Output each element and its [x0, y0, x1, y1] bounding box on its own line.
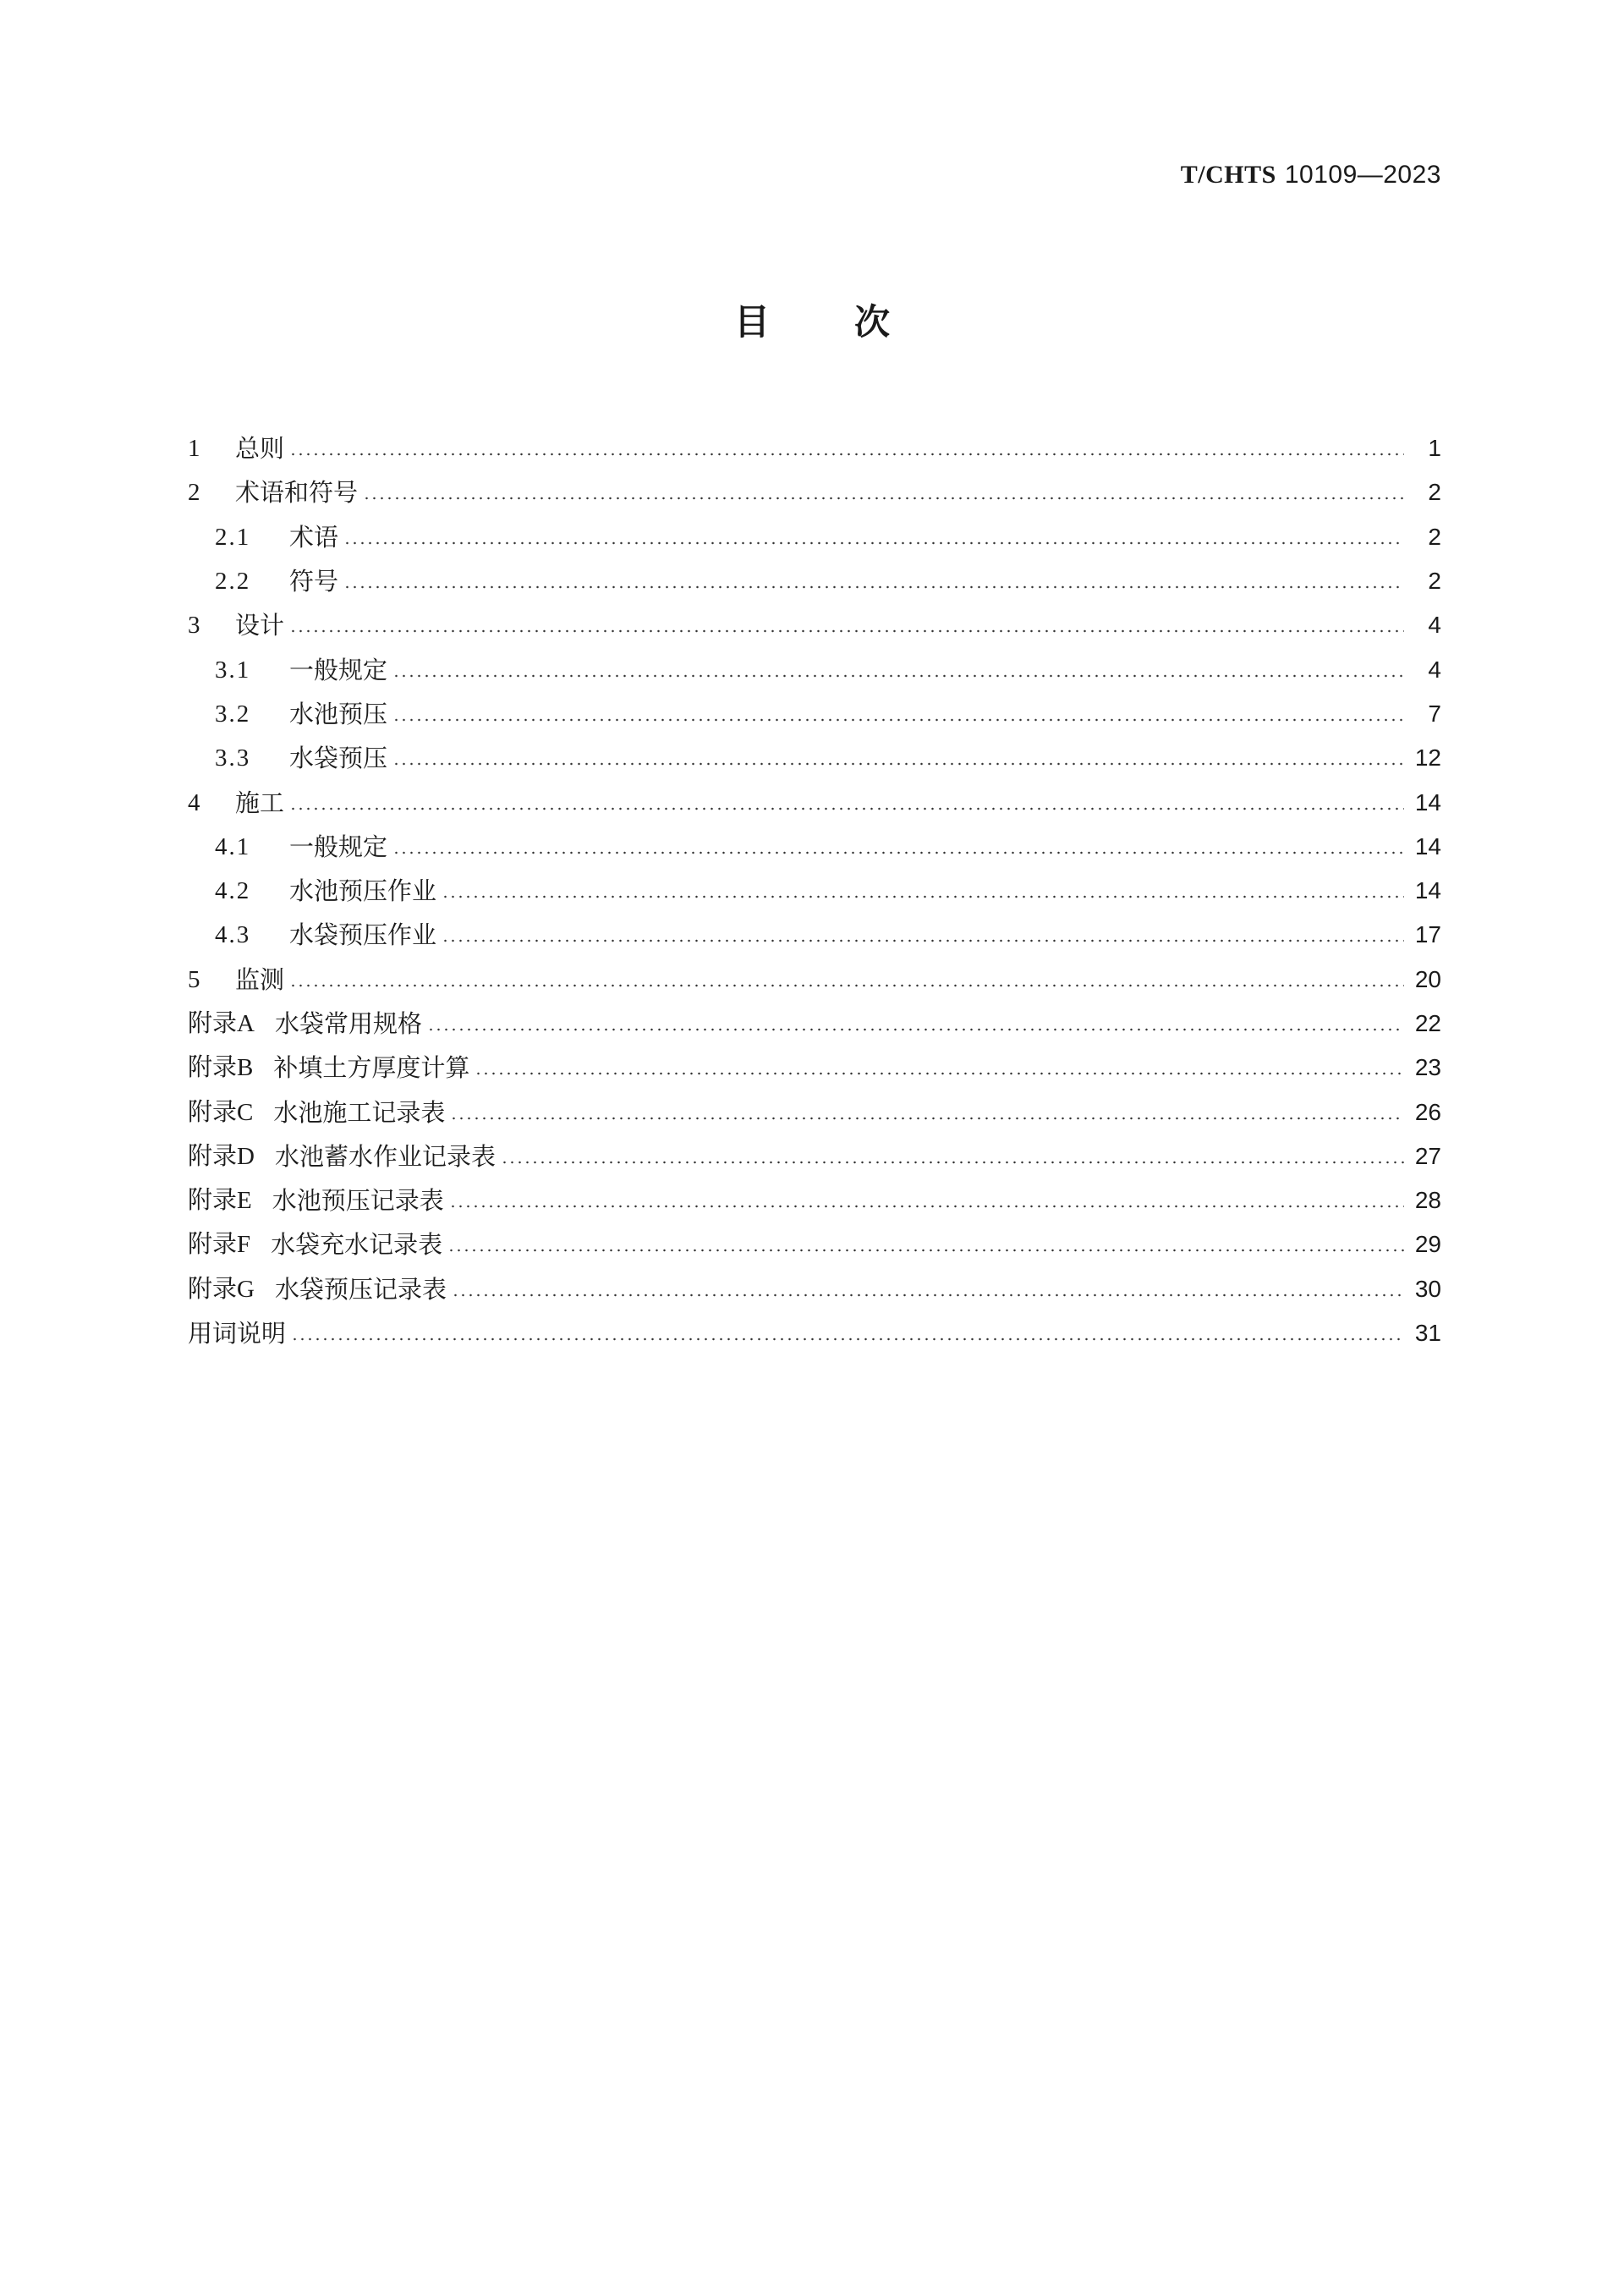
- toc-page-number: 14: [1414, 832, 1441, 860]
- toc-entry[interactable]: [188, 736, 1441, 780]
- dot-leader: [449, 1205, 1404, 1208]
- toc-entry-number: 4.1: [215, 832, 251, 860]
- toc-page-number: 23: [1414, 1054, 1441, 1081]
- toc-entry-title: 水池施工记录表: [273, 1097, 446, 1127]
- toc-page-number: 26: [1414, 1098, 1441, 1125]
- dot-leader: [447, 1249, 1404, 1252]
- dot-leader: [291, 1338, 1404, 1341]
- toc-entry[interactable]: [188, 825, 1441, 869]
- toc-entry-number: 4.2: [215, 877, 251, 905]
- toc-entry[interactable]: [188, 470, 1441, 514]
- toc-entry-title: 监测: [235, 964, 285, 994]
- toc-entry-title: 总则: [235, 434, 285, 464]
- toc-page-number: 4: [1428, 656, 1441, 683]
- toc-page-number: 28: [1414, 1187, 1441, 1214]
- toc-entry-title: 水袋预压记录表: [274, 1274, 447, 1304]
- toc-entry-title: 一般规定: [289, 832, 388, 861]
- toc-entry[interactable]: [188, 647, 1441, 691]
- toc-entry[interactable]: [188, 692, 1441, 736]
- toc-page-number: 29: [1414, 1231, 1441, 1258]
- toc-entry[interactable]: [188, 603, 1441, 647]
- dot-leader: [343, 585, 1404, 589]
- toc-entry[interactable]: [188, 869, 1441, 913]
- dot-leader: [501, 1161, 1404, 1164]
- dot-leader: [289, 453, 1404, 456]
- toc-entry-title: 水池预压: [289, 699, 388, 728]
- toc-entry-number: 附录F: [188, 1231, 251, 1259]
- dot-leader: [289, 629, 1404, 633]
- dot-leader: [289, 807, 1404, 810]
- toc-entry[interactable]: [188, 1134, 1441, 1178]
- toc-entry-number: 2: [188, 479, 200, 507]
- toc-entry-title: 用词说明: [188, 1319, 287, 1348]
- toc-page-number: 2: [1428, 523, 1441, 550]
- dot-leader: [392, 762, 1404, 766]
- toc-entry-title: 一般规定: [289, 655, 388, 684]
- toc-entry-number: 4.3: [215, 921, 251, 949]
- toc-entry[interactable]: [188, 1090, 1441, 1134]
- toc-entry[interactable]: [188, 426, 1441, 470]
- dot-leader: [363, 497, 1404, 500]
- toc-entry[interactable]: [188, 1311, 1441, 1355]
- toc-page-number: 12: [1414, 744, 1441, 772]
- toc-entry[interactable]: [188, 780, 1441, 824]
- toc-entry-title: 设计: [235, 611, 285, 640]
- toc-entry-title: 水池预压记录表: [272, 1186, 444, 1216]
- toc-entry-number: 2.2: [215, 568, 251, 596]
- toc-entry-number: 附录C: [188, 1098, 254, 1126]
- toc-entry-title: 水袋常用规格: [274, 1009, 422, 1038]
- toc-page-number: 14: [1414, 877, 1441, 904]
- toc-entry[interactable]: [188, 1222, 1441, 1266]
- toc-entry-number: 4: [188, 788, 200, 816]
- toc-page-number: 20: [1414, 965, 1441, 992]
- toc-page-number: 17: [1414, 921, 1441, 948]
- dot-leader: [392, 674, 1404, 678]
- toc-entry[interactable]: [188, 515, 1441, 559]
- toc-page-number: 1: [1428, 435, 1441, 462]
- toc-entry-title: 水池预压作业: [289, 876, 437, 906]
- toc-page-number: 2: [1428, 568, 1441, 595]
- toc-page-number: 27: [1414, 1142, 1441, 1169]
- toc-entry[interactable]: [188, 559, 1441, 603]
- toc-entry-number: 附录D: [188, 1142, 255, 1170]
- toc-entry[interactable]: [188, 1267, 1441, 1311]
- toc-entry-title: 术语: [289, 522, 339, 552]
- toc-entry[interactable]: [188, 958, 1441, 1002]
- toc-entry-number: 附录A: [188, 1010, 255, 1037]
- dot-leader: [452, 1294, 1404, 1297]
- table-of-contents: [188, 426, 1441, 1355]
- dot-leader: [343, 541, 1404, 545]
- page-title: 目次: [733, 301, 974, 343]
- dot-leader: [392, 851, 1404, 854]
- toc-entry-number: 附录B: [188, 1054, 254, 1082]
- toc-entry-number: 5: [188, 965, 200, 993]
- toc-page-number: 7: [1428, 700, 1441, 727]
- toc-entry-number: 3: [188, 612, 200, 640]
- toc-entry-title: 术语和符号: [235, 478, 359, 508]
- toc-page-number: 31: [1414, 1320, 1441, 1347]
- dot-leader: [392, 718, 1404, 722]
- standard-code: [1181, 160, 1441, 190]
- toc-entry-title: 施工: [235, 788, 285, 817]
- toc-entry[interactable]: [188, 1178, 1441, 1222]
- dot-leader: [442, 939, 1404, 942]
- dot-leader: [475, 1072, 1404, 1075]
- toc-page-number: 14: [1414, 788, 1441, 816]
- dot-leader: [289, 984, 1404, 987]
- toc-entry[interactable]: [188, 1002, 1441, 1046]
- toc-entry-number: 3.2: [215, 700, 251, 728]
- toc-entry-number: 附录G: [188, 1275, 255, 1303]
- dot-leader: [450, 1117, 1404, 1120]
- dot-leader: [427, 1028, 1404, 1031]
- toc-entry-number: 1: [188, 435, 200, 463]
- toc-entry-title: 水袋预压作业: [289, 920, 437, 950]
- toc-entry-title: 水池蓄水作业记录表: [274, 1141, 496, 1171]
- standard-number: 10109—2023: [1284, 161, 1441, 189]
- dot-leader: [442, 895, 1404, 898]
- toc-entry-number: 附录E: [188, 1187, 252, 1215]
- toc-entry-title: 水袋预压: [289, 744, 388, 773]
- toc-entry-number: 2.1: [215, 523, 251, 551]
- toc-page-number: 30: [1414, 1275, 1441, 1302]
- standard-prefix: T/CHTS: [1180, 161, 1276, 189]
- toc-entry-title: 补填土方厚度计算: [273, 1053, 470, 1083]
- toc-page-number: 22: [1414, 1010, 1441, 1036]
- toc-entry-number: 3.3: [215, 744, 251, 772]
- toc-entry-number: 3.1: [215, 656, 251, 684]
- toc-page-number: 2: [1428, 479, 1441, 506]
- toc-entry[interactable]: [188, 1046, 1441, 1090]
- toc-entry[interactable]: [188, 913, 1441, 957]
- toc-entry-title: 符号: [289, 567, 339, 596]
- toc-page-number: 4: [1428, 612, 1441, 639]
- toc-entry-title: 水袋充水记录表: [271, 1230, 443, 1260]
